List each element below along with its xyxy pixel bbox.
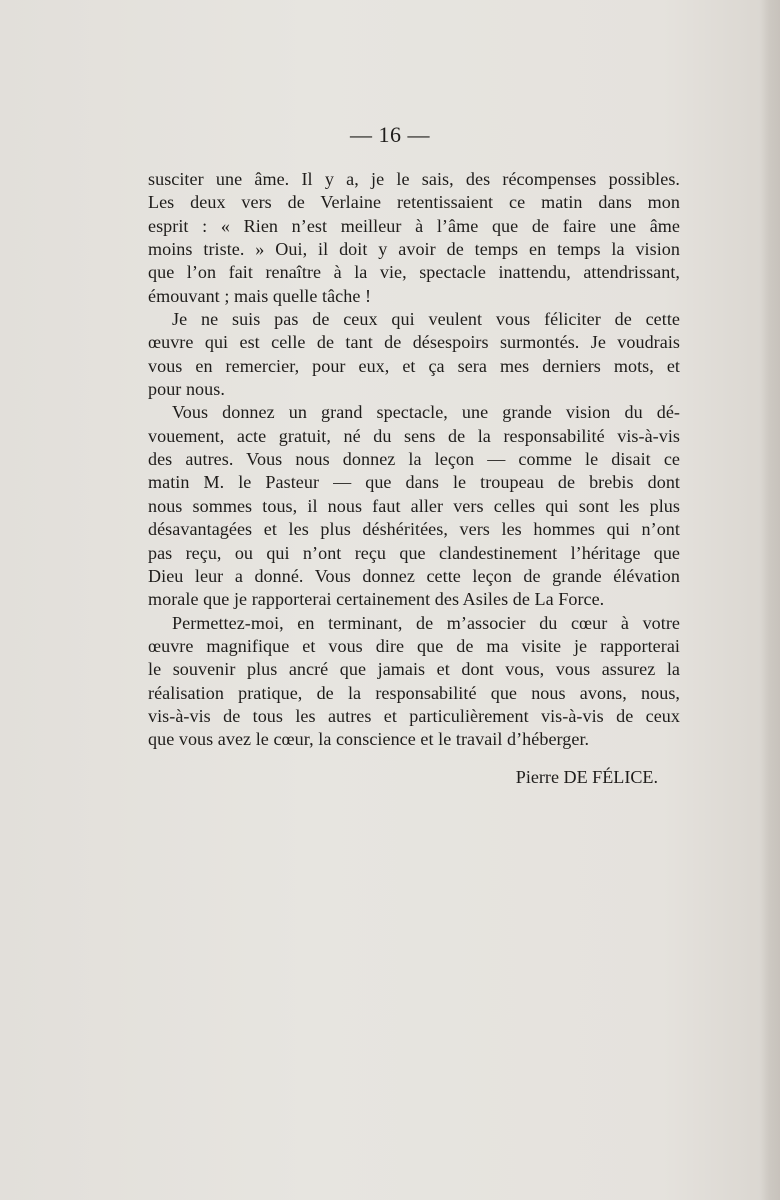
text-line: vous en remercier, pour eux, et ça sera mes derniers mots, et: [148, 355, 680, 376]
text-line: œuvre magnifique et vous dire que de ma visite je rapporterai: [148, 635, 680, 656]
page-edge-shadow: [760, 0, 780, 1200]
text-line: susciter une âme. Il y a, je le sais, des récompenses possibles.: [148, 169, 680, 189]
text-line: matin M. le Pasteur — que dans le troupeau de brebis dont: [148, 472, 680, 493]
text-line: pas reçu, ou qui n’ont reçu que clandestinement l’héritage que: [148, 542, 680, 563]
text-line: pour nous.: [148, 379, 225, 400]
text-line: émouvant ; mais quelle tâche !: [148, 285, 372, 306]
paragraph: [148, 168, 680, 308]
paragraph: [148, 612, 680, 752]
signature: Pierre DE FÉLICE.: [515, 767, 658, 787]
text-line: réalisation pratique, de la responsabilité que nous avons, nous,: [148, 682, 680, 703]
text-line: œuvre qui est celle de tant de désespoirs surmontés. Je voudrais: [148, 332, 680, 353]
text-line: désavantagées et les plus déshéritées, vers les hommes qui n’ont: [148, 519, 680, 540]
text-line: moins triste. » Oui, il doit y avoir de temps en temps la vision: [148, 239, 680, 260]
text-line: le souvenir plus ancré que jamais et dont vous, vous assurez la: [148, 659, 680, 680]
body-text: [148, 168, 680, 752]
text-line: morale que je rapporterai certainement des Asiles de La Force.: [148, 589, 605, 610]
paragraph: [148, 308, 680, 401]
text-line: vouement, acte gratuit, né du sens de la responsabilité vis-à-vis: [148, 425, 680, 446]
text-line: Je ne suis pas de ceux qui veulent vous féliciter de cette: [172, 309, 680, 330]
text-line: que vous avez le cœur, la conscience et le travail d’héberger.: [148, 729, 590, 750]
text-line: Permettez-moi, en terminant, de m’associer du cœur à votre: [172, 612, 680, 633]
text-line: vis-à-vis de tous les autres et particulièrement vis-à-vis de ceux: [148, 705, 680, 726]
text-line: Vous donnez un grand spectacle, une grande vision du dé-: [172, 402, 680, 423]
text-line: Les deux vers de Verlaine retentissaient ce matin dans mon: [148, 192, 680, 213]
text-line: des autres. Vous nous donnez la leçon — comme le disait ce: [148, 449, 680, 470]
text-line: nous sommes tous, il nous faut aller vers celles qui sont les plus: [148, 495, 680, 516]
paragraph: [148, 401, 680, 611]
page-number: — 16 —: [350, 122, 430, 147]
text-line: que l’on fait renaître à la vie, spectacle inattendu, attendrissant,: [148, 262, 680, 283]
text-line: esprit : « Rien n’est meilleur à l’âme que de faire une âme: [148, 215, 680, 236]
text-line: Dieu leur a donné. Vous donnez cette leçon de grande élévation: [148, 565, 680, 586]
